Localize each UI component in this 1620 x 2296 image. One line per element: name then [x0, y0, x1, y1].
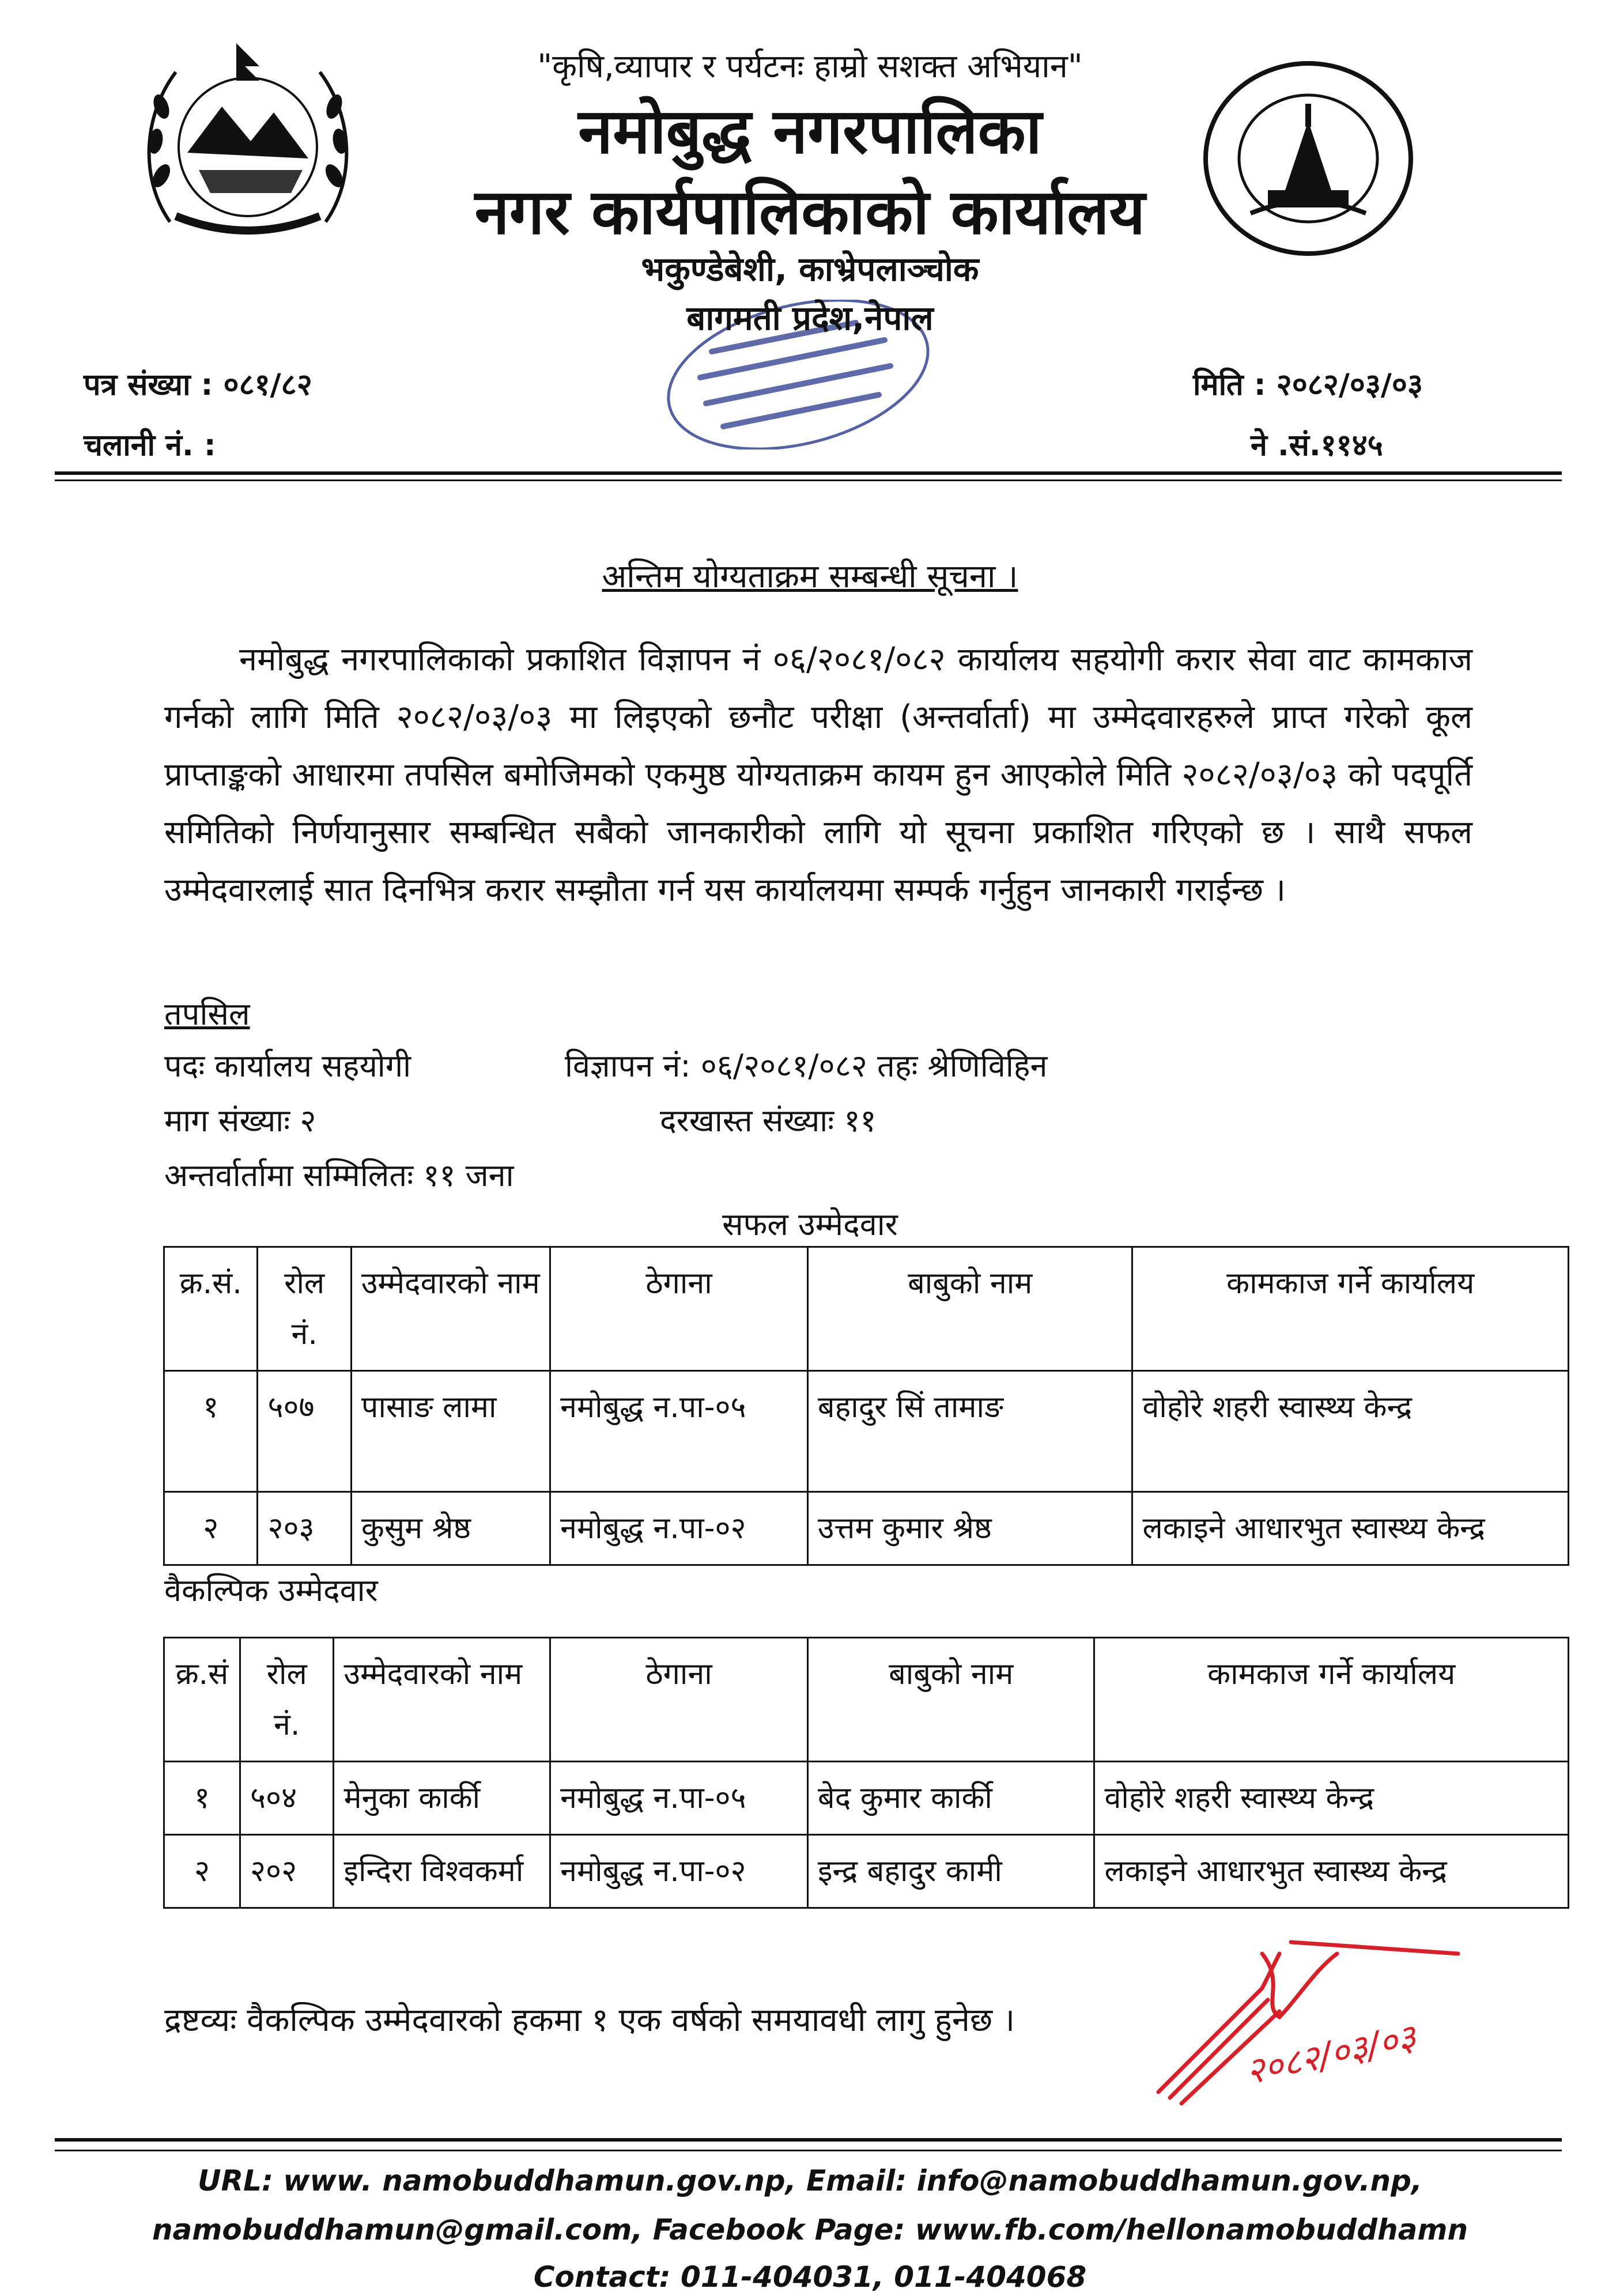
letter-date: मिति : २०८२/०३/०३: [1193, 368, 1423, 402]
table-cell: मेनुका कार्की: [334, 1762, 550, 1835]
table-cell: उत्तम कुमार श्रेष्ठ: [807, 1492, 1132, 1565]
table-cell: बहादुर सिं तामाङ: [807, 1371, 1132, 1492]
table-cell: नमोबुद्ध न.पा-०२: [550, 1492, 808, 1565]
table-cell: १: [164, 1371, 258, 1492]
municipality-name: नमोबुद्ध नगरपालिका: [578, 96, 1042, 168]
slogan: "कृषि,व्यापार र पर्यटनः हाम्रो सशक्त अभियान": [537, 48, 1083, 85]
advert-field: विज्ञापन नं: ०६/२०८१/०८२ तहः श्रेणिविहिन: [565, 1048, 1048, 1084]
column-header: बाबुको नाम: [807, 1247, 1132, 1371]
table-cell: २: [164, 1835, 240, 1908]
header-divider: [55, 471, 1562, 475]
table-header-row: [164, 1247, 1569, 1371]
table-cell: वोहोरे शहरी स्वास्थ्य केन्द्र: [1132, 1371, 1569, 1492]
column-header: उम्मेदवारको नाम: [351, 1247, 550, 1371]
table-cell: लकाइने आधारभुत स्वास्थ्य केन्द्र: [1132, 1492, 1569, 1565]
footer-gmail-facebook: namobuddhamun@gmail.com, Facebook Page: www.fb.com/hellonamobuddhamn: [152, 2213, 1468, 2246]
footer-divider-thin: [55, 2150, 1562, 2151]
table-cell: नमोबुद्ध न.पा-०५: [550, 1371, 808, 1492]
table-cell: इन्द्र बहादुर कामी: [807, 1835, 1094, 1908]
table-cell: लकाइने आधारभुत स्वास्थ्य केन्द्र: [1094, 1835, 1569, 1908]
address-line-1: भकुण्डेबेशी, काभ्रेपलाञ्चोक: [641, 250, 979, 289]
alternate-heading: वैकल्पिक उम्मेदवार: [164, 1572, 378, 1608]
successful-heading: सफल उम्मेदवार: [722, 1206, 898, 1243]
table-cell: ५०७: [258, 1371, 351, 1492]
signature-date: २०८२/०३/०३: [1241, 2015, 1420, 2093]
notice-body: नमोबुद्ध नगरपालिकाको प्रकाशित विज्ञापन नं ०६/२०८१/०८२ कार्यालय सहयोगी करार सेवा वाट कामकाज गर्नको लागि मिति २०८२/०३/०३ मा लिइएको छनौट परीक्षा (अन्तर्वार्ता) मा उम्मेदवारहरुले प्राप्त गरेको कूल प्राप्ताङ्कको आधारमा तपसिल बमोजिमको एकमुष्ठ योग्यताक्रम कायम हुन आएकोले मिति २०८२/०३/०३ को पदपूर्ति समितिको निर्णयानुसार सम्बन्धित सबैको जानकारीको लागि यो सूचना प्रकाशित गरिएको छ । साथै सफल उम्मेदवारलाई सात दिनभित्र करार सम्झौता गर्न यस कार्यालयमा सम्पर्क गर्नुहुन जानकारी गराईन्छ ।: [164, 641, 1472, 909]
footer-contact: Contact: 011-404031, 011-404068: [533, 2260, 1087, 2294]
column-header: ठेगाना: [550, 1247, 808, 1371]
nepal-sambat-year: ने .सं.११४५: [1251, 428, 1383, 463]
column-header: कामकाज गर्ने कार्यालय: [1132, 1247, 1569, 1371]
table-cell: वोहोरे शहरी स्वास्थ्य केन्द्र: [1094, 1762, 1569, 1835]
signature-icon: [1147, 1919, 1470, 2109]
table-row: [164, 1762, 1569, 1835]
office-name: नगर कार्यपालिकाको कार्यालय: [474, 176, 1146, 248]
address-line-2: बागमती प्रदेश,नेपाल: [686, 299, 934, 338]
table-cell: नमोबुद्ध न.पा-०५: [550, 1762, 808, 1835]
table-row: [164, 1835, 1569, 1908]
table-cell: १: [164, 1762, 240, 1835]
application-count: दरखास्त संख्याः ११: [660, 1102, 877, 1139]
table-cell: इन्दिरा विश्वकर्मा: [334, 1835, 550, 1908]
table-cell: पासाङ लामा: [351, 1371, 550, 1492]
column-header: कामकाज गर्ने कार्यालय: [1094, 1638, 1569, 1762]
table-cell: कुसुम श्रेष्ठ: [351, 1492, 550, 1565]
column-header: बाबुको नाम: [807, 1638, 1094, 1762]
table-cell: नमोबुद्ध न.पा-०२: [550, 1835, 808, 1908]
alternate-candidates-table: [163, 1637, 1569, 1909]
column-header: उम्मेदवारको नाम: [334, 1638, 550, 1762]
column-header: ठेगाना: [550, 1638, 808, 1762]
footnote: द्रष्टव्यः वैकल्पिक उम्मेदवारको हकमा १ एक वर्षको समयावधी लागु हुनेछ ।: [164, 2002, 1015, 2039]
header-divider-thin: [55, 479, 1562, 481]
table-header-row: [164, 1638, 1569, 1762]
post-field: पदः कार्यालय सहयोगी: [164, 1048, 411, 1084]
column-header: क्र.सं: [164, 1638, 240, 1762]
successful-candidates-table: [163, 1246, 1569, 1566]
table-cell: २: [164, 1492, 258, 1565]
interviewed-count: अन्तर्वार्तामा सम्मिलितः ११ जना: [164, 1157, 514, 1194]
table-cell: ५०४: [240, 1762, 334, 1835]
footer-url-email: URL: www. namobuddhamun.gov.np, Email: info@namobuddhamun.gov.np,: [198, 2164, 1422, 2197]
table-row: [164, 1492, 1569, 1565]
dispatch-number: चलानी नं. :: [84, 428, 216, 463]
table-cell: बेद कुमार कार्की: [807, 1762, 1094, 1835]
footer-divider: [55, 2138, 1562, 2142]
notice-subject: अन्तिम योग्यताक्रम सम्बन्धी सूचना ।: [602, 558, 1018, 595]
table-cell: २०३: [258, 1492, 351, 1565]
table-row: [164, 1371, 1569, 1492]
details-heading: तपसिल: [164, 996, 250, 1032]
column-header: रोल नं.: [240, 1638, 334, 1762]
column-header: क्र.सं.: [164, 1247, 258, 1371]
letter-number: पत्र संख्या : ०८१/८२: [84, 368, 312, 402]
demand-count: माग संख्याः २: [164, 1102, 316, 1139]
table-cell: २०२: [240, 1835, 334, 1908]
column-header: रोल नं.: [258, 1247, 351, 1371]
